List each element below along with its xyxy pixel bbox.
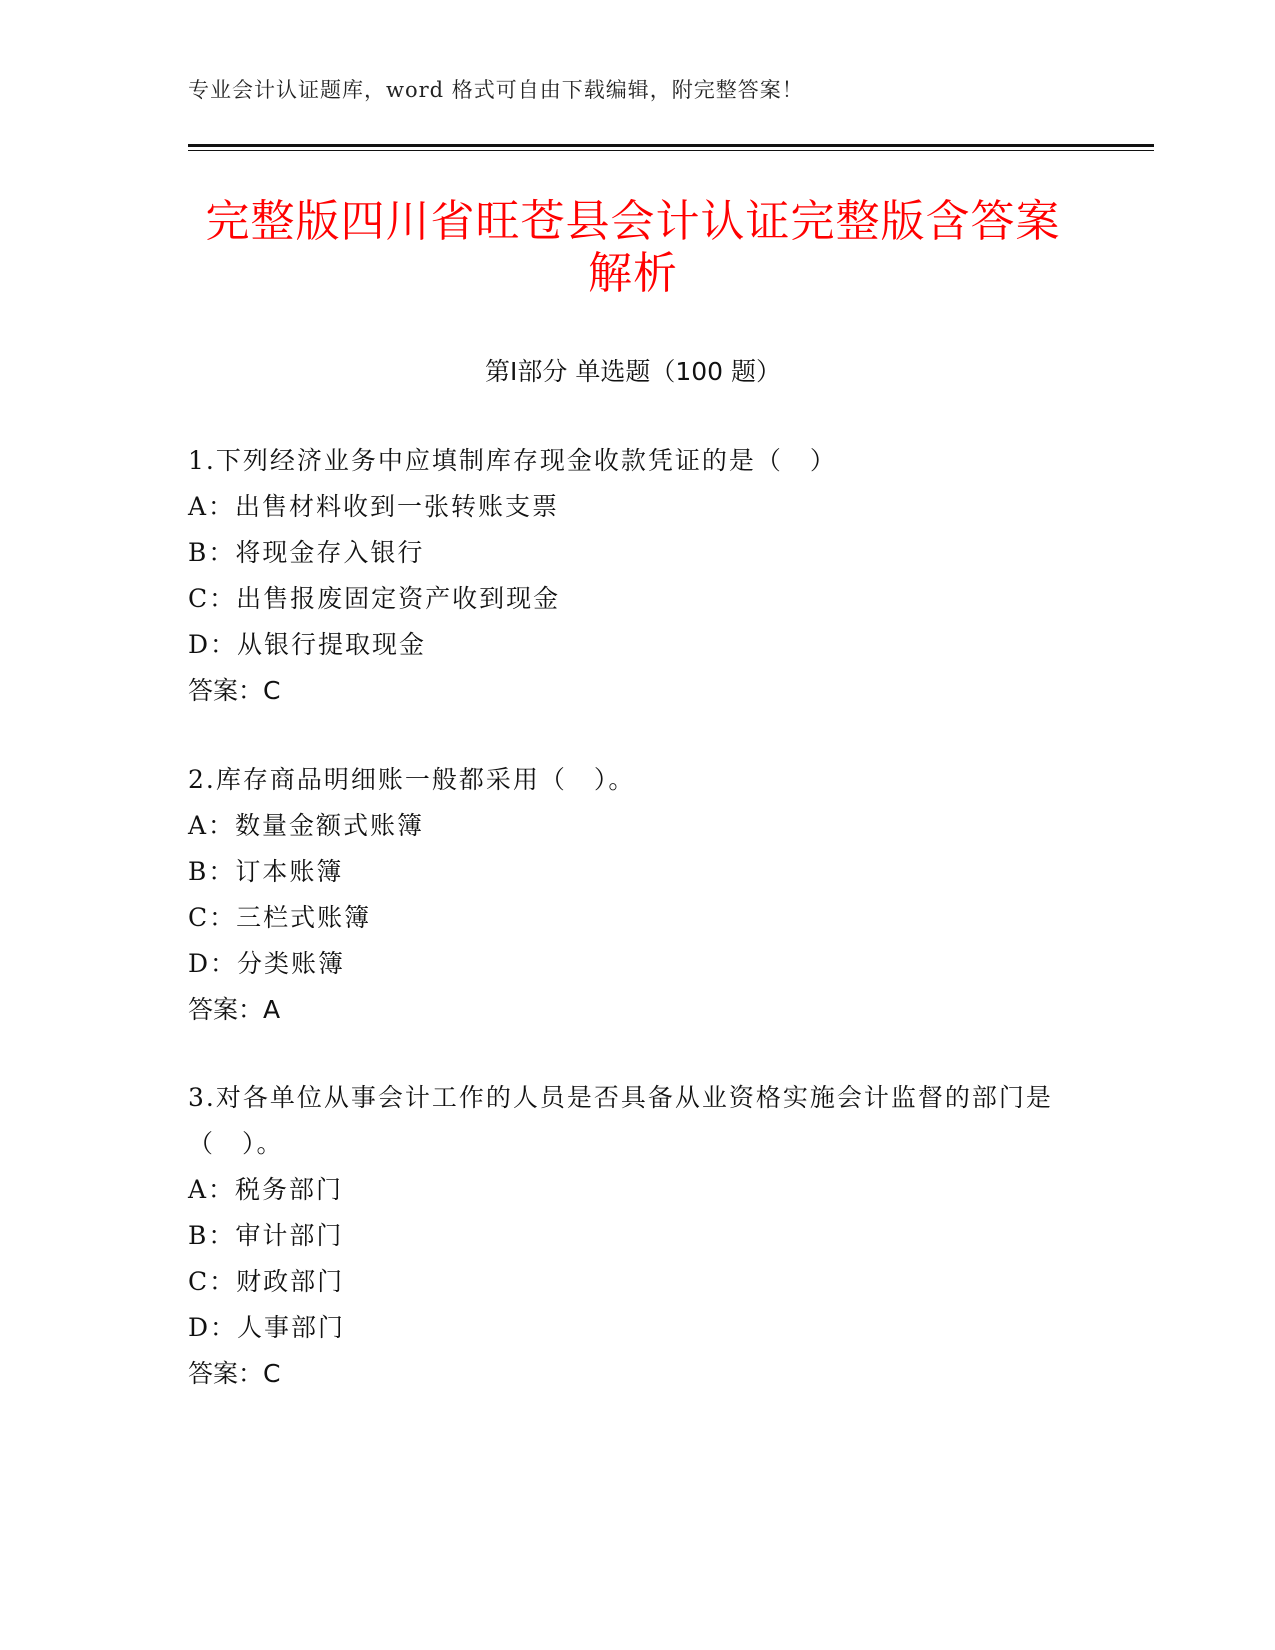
option-b: B：将现金存入银行 [188,538,425,567]
option-d: D：分类账簿 [188,949,346,978]
option-a: A：税务部门 [188,1175,344,1204]
section-title: 第Ⅰ部分 单选题（100 题） [485,357,781,386]
header-note: 专业会计认证题库，word 格式可自由下载编辑，附完整答案！ [188,78,804,102]
option-d: D：从银行提取现金 [188,630,427,659]
question-block [188,757,1068,1033]
answer-line: 答案：C [188,1359,281,1388]
option-c: C：财政部门 [188,1267,345,1296]
question-block [188,438,1068,714]
question-stem: 2.库存商品明细账一般都采用（ ）。 [188,765,636,794]
question-stem: 3.对各单位从事会计工作的人员是否具备从业资格实施会计监督的部门是（ ）。 [188,1083,1053,1158]
option-a: A：数量金额式账簿 [188,811,425,840]
option-d: D：人事部门 [188,1313,346,1342]
option-c: C：出售报废固定资产收到现金 [188,584,561,613]
question-stem: 1.下列经济业务中应填制库存现金收款凭证的是（ ） [188,446,837,475]
question-block [188,1075,1068,1397]
option-a: A：出售材料收到一张转账支票 [188,492,560,521]
option-b: B：审计部门 [188,1221,344,1250]
answer-line: 答案：C [188,676,281,705]
option-b: B：订本账簿 [188,857,344,886]
header-divider [188,144,1154,147]
option-c: C：三栏式账簿 [188,903,372,932]
answer-line: 答案：A [188,995,281,1024]
document-title: 完整版四川省旺苍县会计认证完整版含答案解析 [205,196,1061,299]
header-divider-thin [188,150,1154,151]
